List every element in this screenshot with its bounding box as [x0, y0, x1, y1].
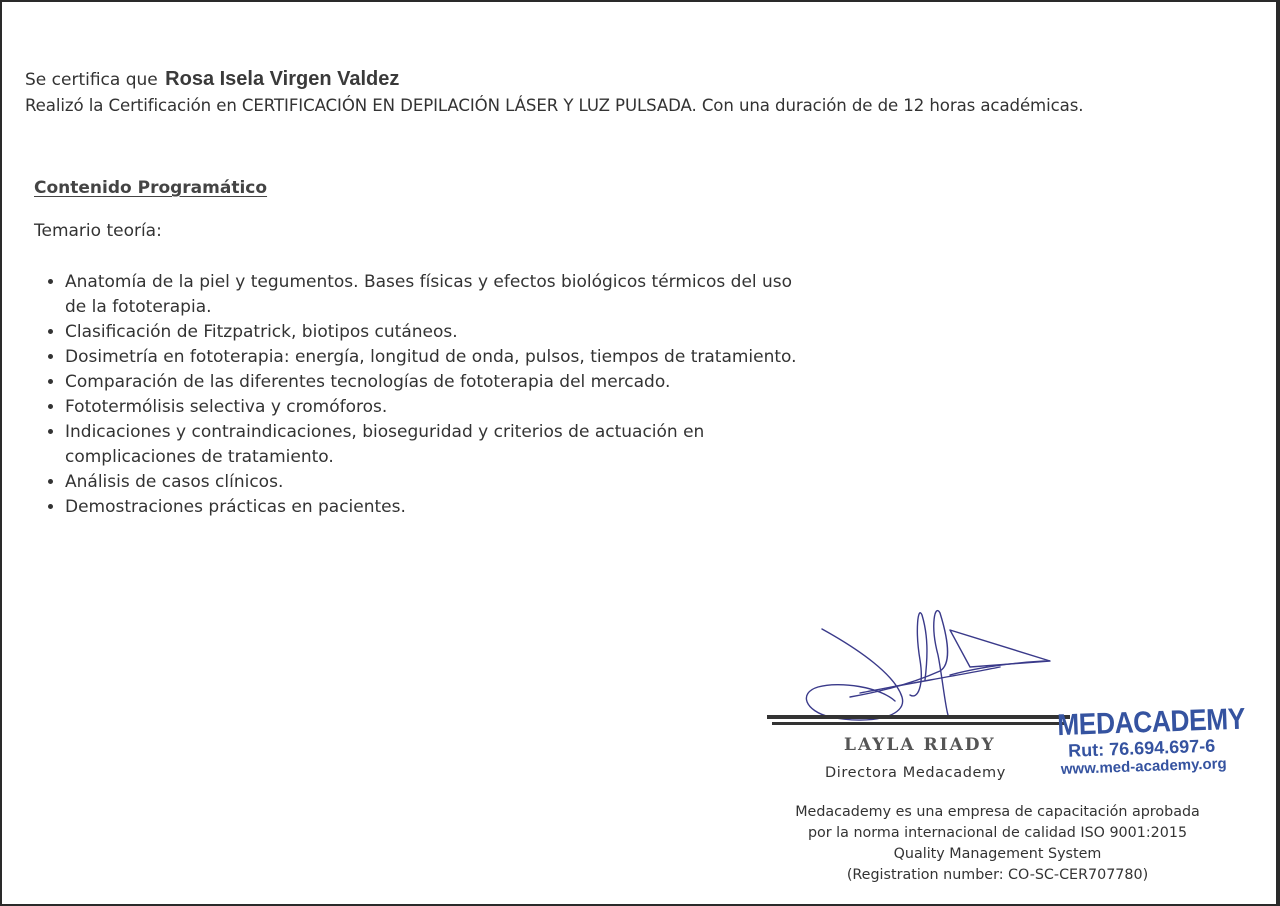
stamp-title: MEDACADEMY: [1056, 702, 1246, 743]
footer-line: (Registration number: CO-SC-CER707780): [846, 867, 1149, 883]
stamp-rut: Rut: 76.694.697-6: [1067, 735, 1216, 761]
footer-line: Medacademy es una empresa de capacitación aprobada: [795, 804, 1200, 820]
certification-line: [25, 68, 399, 91]
signature-line-secondary: [772, 722, 1064, 725]
program-subtitle: Temario teoría:: [34, 221, 162, 241]
topic-item: • Indicaciones y contraindicaciones, bioseguridad y criterios de actuación en complicaciones de tratamiento.: [65, 420, 805, 470]
topics-list: [34, 270, 805, 520]
handwritten-signature: [800, 605, 1060, 730]
topic-item: • Comparación de las diferentes tecnologías de fototerapia del mercado.: [65, 370, 805, 395]
topic-item: • Demostraciones prácticas en pacientes.: [65, 495, 805, 520]
topic-item: • Fototermólisis selectiva y cromóforos.: [65, 395, 805, 420]
topic-item: • Anatomía de la piel y tegumentos. Bases físicas y efectos biológicos térmicos del uso de la fototerapia.: [65, 270, 805, 320]
certify-intro: Se certifica que: [25, 70, 158, 90]
stamp-website: www.med-academy.org: [1060, 755, 1227, 779]
signer-role: Directora Medacademy: [825, 765, 1006, 781]
topic-item: • Análisis de casos clínicos.: [65, 470, 805, 495]
signer-name: LAYLA RIADY: [844, 735, 996, 755]
topic-item: • Clasificación de Fitzpatrick, biotipos cutáneos.: [65, 320, 805, 345]
certification-statement: Realizó la Certificación en CERTIFICACIÓN EN DEPILACIÓN LÁSER Y LUZ PULSADA. Con una duración de de 12 horas académicas.: [25, 96, 1084, 115]
footer-note: [795, 802, 1200, 886]
topic-item: • Dosimetría en fototerapia: energía, longitud de onda, pulsos, tiempos de tratamiento.: [65, 345, 805, 370]
recipient-name: Rosa Isela Virgen Valdez: [165, 68, 400, 90]
program-title: Contenido Programático: [34, 178, 268, 198]
company-stamp: [1056, 702, 1246, 783]
signature-line: [767, 715, 1070, 719]
footer-line: por la norma internacional de calidad ISO 9001:2015: [807, 825, 1188, 841]
footer-line: Quality Management System: [893, 846, 1102, 862]
